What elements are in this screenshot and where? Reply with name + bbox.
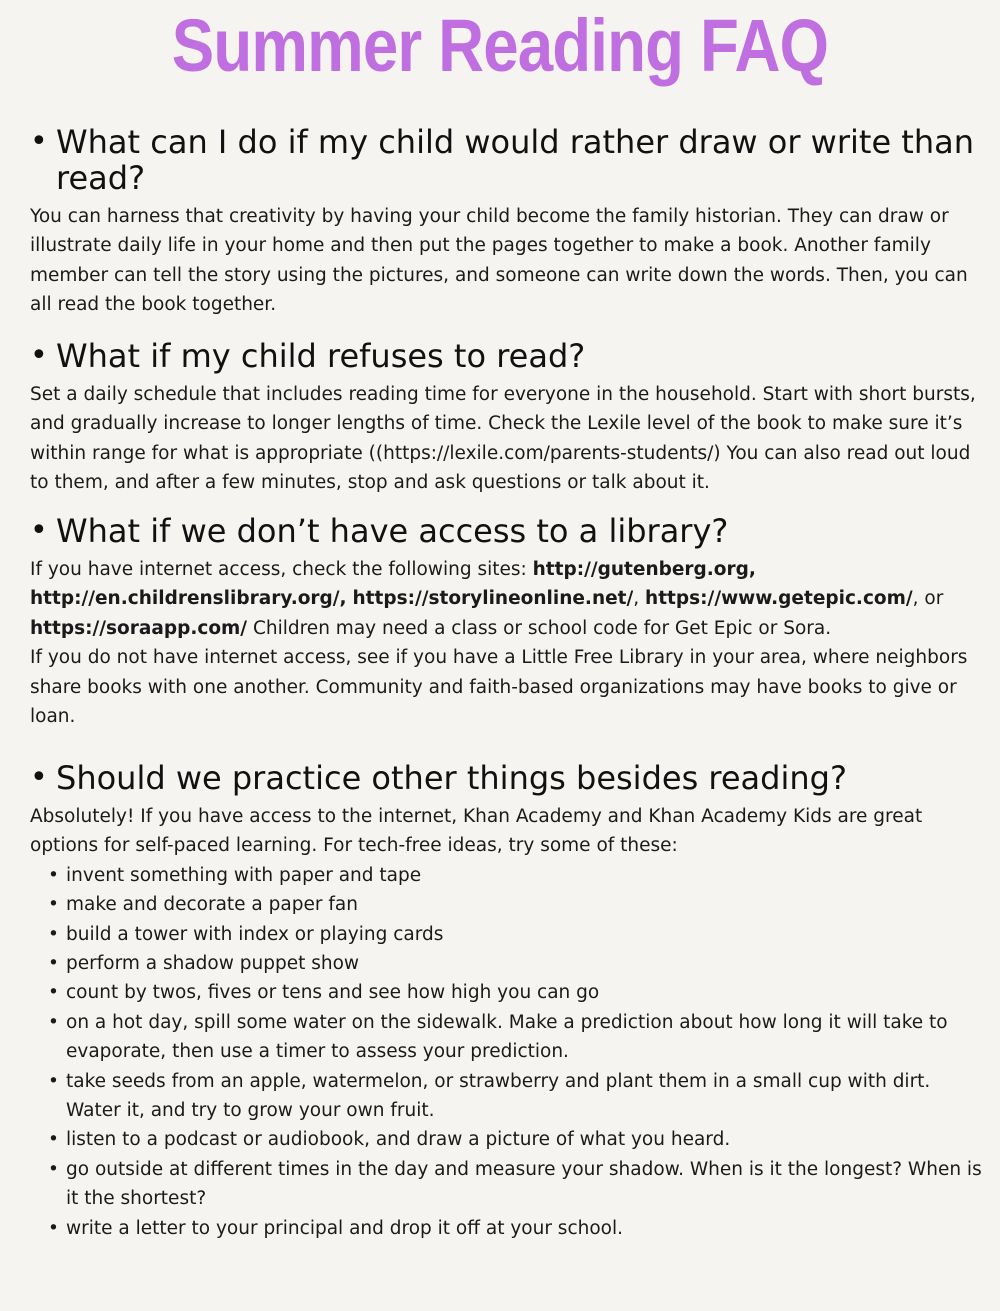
faq-question <box>30 124 985 196</box>
answer-after-links: Children may need a class or school code for Get Epic or Sora. <box>247 617 832 639</box>
bullet-icon: • <box>48 1158 59 1180</box>
bullet-icon: • <box>30 338 48 373</box>
bullet-icon: • <box>48 864 59 886</box>
faq-answer: Absolutely! If you have access to the internet, Khan Academy and Khan Academy Kids are great options for self-paced learning. For tech-free ideas, try some of these: <box>30 806 923 857</box>
bullet-icon: • <box>48 1011 59 1033</box>
faq-answer: You can harness that creativity by having your child become the family historian. They can draw or illustrate daily life in your home and then put the pages together to make a book. Another family member can tell the story using the pictures, and someone can write down the words. Then, you can all read the book together. <box>30 206 968 316</box>
link-soraapp[interactable]: https://soraapp.com/ <box>30 617 248 639</box>
faq-question <box>30 760 985 796</box>
faq-question <box>30 513 985 549</box>
faq-question-text: What can I do if my child would rather draw or write than read? <box>56 123 975 197</box>
link-getepic[interactable]: https://www.getepic.com/ <box>645 588 913 610</box>
list-item: • write a letter to your principal and drop it off at your school. <box>48 1214 985 1243</box>
list-item: • build a tower with index or playing cards <box>48 920 985 949</box>
faq-question-text: What if my child refuses to read? <box>56 337 586 375</box>
bullet-icon: • <box>48 953 59 975</box>
bullet-icon: • <box>48 894 59 916</box>
link-storyline-online[interactable]: https://storylineonline.net/ <box>352 588 634 610</box>
faq-section-library <box>30 513 985 731</box>
bullet-icon: • <box>30 124 48 159</box>
page-title: Summer Reading FAQ <box>171 4 829 87</box>
link-gutenberg[interactable]: http://gutenberg.org, <box>532 559 756 580</box>
link-childrens-library[interactable]: http://en.childrenslibrary.org/, <box>30 588 347 610</box>
faq-section-refuses <box>30 338 985 498</box>
answer-intro: If you have internet access, check the following sites: <box>30 559 533 580</box>
list-item: • make and decorate a paper fan <box>48 890 985 919</box>
bullet-icon: • <box>48 982 59 1004</box>
list-item: • take seeds from an apple, watermelon, or strawberry and plant them in a small cup with dirt. Water it, and try to grow your own fruit. <box>48 1067 985 1126</box>
bullet-icon: • <box>30 513 48 548</box>
ideas-list <box>30 861 985 1243</box>
list-item: • on a hot day, spill some water on the sidewalk. Make a prediction about how long it will take to evaporate, then use a timer to assess your prediction. <box>48 1008 985 1067</box>
bullet-icon: • <box>48 1217 59 1239</box>
faq-question <box>30 338 985 374</box>
bullet-icon: • <box>48 923 59 945</box>
bullet-icon: • <box>48 1129 59 1151</box>
list-item: • listen to a podcast or audiobook, and draw a picture of what you heard. <box>48 1125 985 1154</box>
faq-answer: Set a daily schedule that includes reading time for everyone in the household. Start with short bursts, and gradually increase to longer lengths of time. Check the Lexile level of the book to make sure it’s within range for what is appropriate ((https://lexile.com/parents-students/) You can also read out loud to them, and after a few minutes, stop and ask questions or talk about it. <box>30 384 976 494</box>
list-item: • go outside at different times in the day and measure your shadow. When is it the longest? When is it the shortest? <box>48 1155 985 1214</box>
bullet-icon: • <box>30 760 48 795</box>
bullet-icon: • <box>48 1070 59 1092</box>
faq-answer-second: If you do not have internet access, see if you have a Little Free Library in your area, where neighbors share books with one another. Community and faith-based organizations may have books to give or loan. <box>30 647 968 728</box>
faq-section-draw-write <box>30 124 985 320</box>
list-item: • invent something with paper and tape <box>48 861 985 890</box>
faq-answer: If you have internet access, check the following sites: http://gutenberg.org, http://en.childrenslibrary.org/, https://storylineonline.net/, https://www.getepic.com/, or https://soraapp.com/ Children may need a class or school code for Get Epic or Sora. <box>30 559 944 639</box>
list-item: • perform a shadow puppet show <box>48 949 985 978</box>
faq-question-text: Should we practice other things besides reading? <box>56 759 847 797</box>
list-item: • count by twos, fives or tens and see how high you can go <box>48 978 985 1007</box>
faq-question-text: What if we don’t have access to a library? <box>56 512 729 550</box>
faq-section-other-things <box>30 760 985 1243</box>
